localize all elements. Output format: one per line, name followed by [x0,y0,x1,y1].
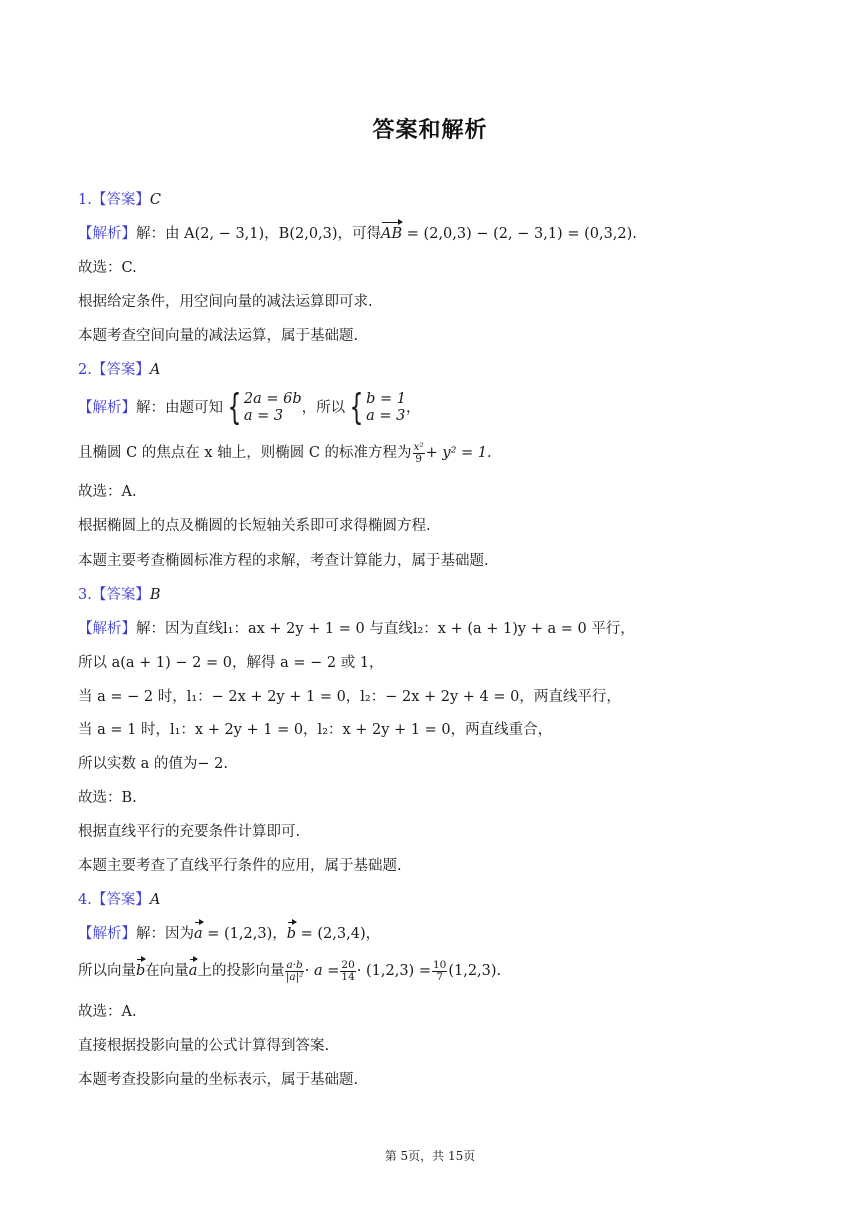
q2-sys2-row2: a = 3 [366,408,406,424]
q3-answer-line [78,585,161,605]
q2-sys2-row1: b = 1 [366,391,406,407]
q3-line-5: 所以实数 a 的值为− 2. [78,756,228,772]
q2-system-2: { b = 1 a = 3 [349,387,406,428]
q4-analysis-line: 【解析】解：因为a = (1,2,3)，b = (2,3,4)， [78,926,381,942]
q2-number: 2. [78,362,92,378]
q3-analysis-line [78,619,635,639]
q2-end-text: ， [405,400,421,416]
q2-mid-text: ，所以 [301,400,346,416]
q3-summary: 根据直线平行的充要条件计算即可. [78,824,301,840]
q2-fraction: $\frac{\text{x²}}{9}$ [413,440,424,465]
q1-answer: C [149,192,161,208]
q2-answer-tag: 【答案】 [91,362,150,378]
q1-point-a: A(2, − 3,1)， [184,226,279,242]
q2-summary: 根据椭圆上的点及椭圆的长短轴关系即可求得椭圆方程. [78,518,431,534]
q4-projection-line: 所以向量 b 在向量 a 上的投影向量 $\frac{a\cdot b}{\text{|a|²}}$ · a = $\frac{20}{14}$ · (1,2,3) = $\frac{10}{7}$ (1,2,3). [78,958,502,983]
q4-projection-mid: 在向量 [145,963,189,979]
q3-analysis-tag: 【解析】 [78,621,136,637]
q4-projection-b: · (1,2,3) = [356,963,431,979]
q3-line-3: 当 a = − 2 时，l₁：− 2x + 2y + 1 = 0，l₂：− 2x + 2y + 4 = 0，两直线平行， [78,689,621,705]
q1-vector-ab: AB [381,226,403,242]
q1-point-b: B(2,0,3)，可得 [278,226,382,242]
q4-analysis-text: 解：因为 [136,926,194,942]
q2-answer: A [149,362,161,378]
q4-analysis-tag: 【解析】 [78,926,136,942]
q4-summary: 直接根据投影向量的公式计算得到答案. [78,1038,330,1054]
q2-sys1-row1: 2a = 6b [243,391,302,407]
q1-answer-line [78,190,161,210]
q2-topic: 本题主要考查椭圆标准方程的求解，考查计算能力，属于基础题. [78,553,489,569]
q3-topic: 本题主要考查了直线平行条件的应用，属于基础题. [78,858,402,874]
q2-ellipse-equation: + y² = 1. [425,445,492,461]
q4-fraction-20-14: $\frac{20}{14}$ [341,958,355,983]
q4-topic: 本题考查投影向量的坐标表示，属于基础题. [78,1072,359,1088]
q4-fraction-10-7: $\frac{10}{7}$ [432,958,447,983]
q4-projection-result: (1,2,3). [448,963,502,979]
q2-sys1-row2: a = 3 [243,408,284,424]
q1-calc: = (2,0,3) − (2, − 3,1) = (0,3,2). [402,226,637,242]
q4-projection-fraction: $\frac{a\cdot b}{\text{|a|²}}$ [285,958,304,983]
q3-choice: 故选：B. [78,790,137,806]
page-footer: 第 5页，共 15页 [384,1149,476,1163]
q4-answer-tag: 【答案】 [91,892,150,908]
q2-choice: 故选：A. [78,484,137,500]
q1-analysis-text: 解：由 [136,226,185,242]
q4-vector-a-value: = (1,2,3)， [202,926,287,942]
q3-line-4: 当 a = 1 时，l₁：x + 2y + 1 = 0，l₂：x + 2y + 1 = 0，两直线重合， [78,722,553,738]
q4-vector-b-value: = (2,3,4)， [296,926,381,942]
q1-number: 1. [78,192,92,208]
q1-analysis-tag: 【解析】 [78,226,136,242]
q4-projection-a: · a = [304,963,340,979]
q2-analysis-text: 解：由题可知 [136,400,223,416]
q4-projection-pre: 所以向量 [78,963,136,979]
q3-number: 3. [78,587,92,603]
q2-ellipse-line [78,440,492,466]
q4-choice: 故选：A. [78,1004,137,1020]
q4-answer-line [78,890,160,910]
q1-choice: 故选：C. [78,260,137,276]
q2-analysis-line [78,387,421,428]
q1-topic: 本题考查空间向量的减法运算，属于基础题. [78,328,359,344]
q3-line-2: 所以 a(a + 1) − 2 = 0，解得 a = − 2 或 1， [78,655,384,671]
q3-line-1: 解：因为直线l₁：ax + 2y + 1 = 0 与直线l₂：x + (a + 1)y + a = 0 平行， [136,621,635,637]
q2-analysis-tag: 【解析】 [78,400,136,416]
q2-answer-line [78,360,160,380]
q3-answer: B [149,587,161,603]
q1-summary: 根据给定条件，用空间向量的减法运算即可求. [78,294,373,310]
q1-answer-tag: 【答案】 [91,192,150,208]
page-title: 答案和解析 [372,118,488,143]
q4-number: 4. [78,892,92,908]
q2-system-1: { 2a = 6b a = 3 [227,387,302,428]
q2-ellipse-text: 且椭圆 C 的焦点在 x 轴上，则椭圆 C 的标准方程为 [78,445,412,461]
q4-projection-mid2: 上的投影向量 [197,963,285,979]
q4-answer: A [149,892,161,908]
q1-analysis-line [78,224,637,244]
q3-answer-tag: 【答案】 [91,587,150,603]
